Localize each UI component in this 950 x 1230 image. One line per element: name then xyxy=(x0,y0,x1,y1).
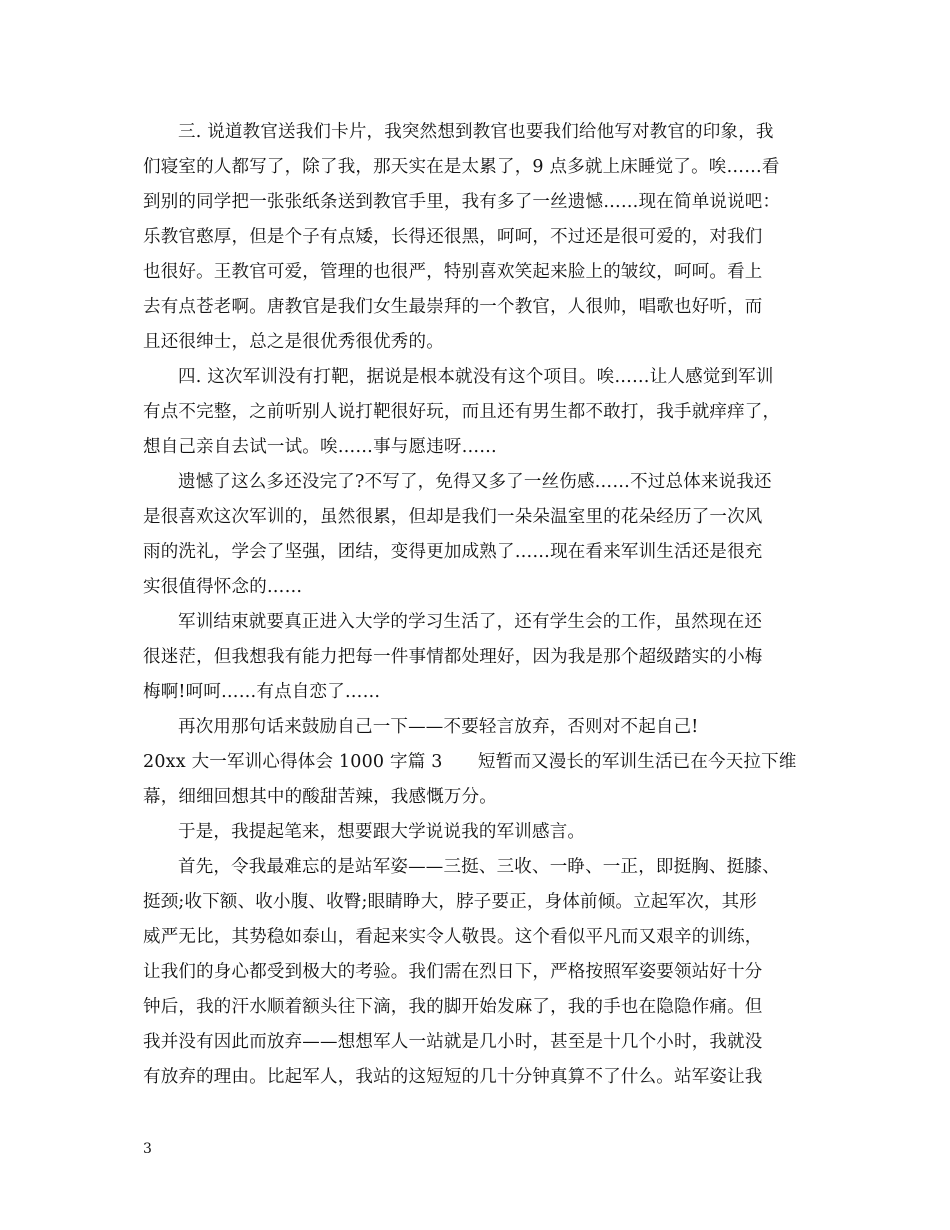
page-number: 3 xyxy=(143,1141,152,1157)
text-line: 挺颈;收下额、收小腹、收臀;眼睛睁大，脖子要正，身体前倾。立起军次，其形 xyxy=(143,892,757,912)
text-line: 雨的洗礼，学会了坚强，团结，变得更加成熟了……现在看来军训生活还是很充 xyxy=(143,542,763,562)
text-line: 实很值得怀念的…… xyxy=(143,577,303,597)
text-line: 四. 这次军训没有打靶，据说是根本就没有这个项目。唉……让人感觉到军训 xyxy=(178,367,774,387)
text-line: 再次用那句话来鼓励自己一下——不要轻言放弃，否则对不起自己! xyxy=(178,717,699,737)
text-line: 乐教官憨厚，但是个子有点矮，长得还很黑，呵呵，不过还是很可爱的，对我们 xyxy=(143,227,763,247)
text-line: 且还很绅士，总之是很优秀很优秀的。 xyxy=(143,332,444,352)
text-line: 军训结束就要真正进入大学的学习生活了，还有学生会的工作，虽然现在还 xyxy=(178,612,763,632)
text-line: 们寝室的人都写了，除了我，那天实在是太累了，9 点多就上床睡觉了。唉……看 xyxy=(143,157,780,177)
text-line: 遗憾了这么多还没完了?不写了，免得又多了一丝伤感……不过总体来说我还 xyxy=(178,472,772,492)
text-line: 我并没有因此而放弃——想想军人一站就是几小时，甚至是十几个小时，我就没 xyxy=(143,1032,763,1052)
text-line: 很迷茫，但我想我有能力把每一件事情都处理好，因为我是那个超级踏实的小梅 xyxy=(143,647,763,667)
text-line: 钟后，我的汗水顺着额头往下滴，我的脚开始发麻了，我的手也在隐隐作痛。但 xyxy=(143,997,763,1017)
text-line: 有放弃的理由。比起军人，我站的这短短的几十分钟真算不了什么。站军姿让我 xyxy=(143,1067,763,1087)
text-line: 到别的同学把一张张纸条送到教官手里，我有多了一丝遗憾……现在简单说说吧： xyxy=(143,192,781,212)
text-line: 去有点苍老啊。唐教官是我们女生最崇拜的一个教官，人很帅，唱歌也好听，而 xyxy=(143,297,763,317)
text-line: 于是，我提起笔来，想要跟大学说说我的军训感言。 xyxy=(178,822,586,842)
section-heading-line: 20xx 大一军训心得体会 1000 字篇 3 短暂而又漫长的军训生活已在今天拉下维 xyxy=(143,752,797,772)
text-line: 威严无比，其势稳如泰山，看起来实令人敬畏。这个看似平凡而又艰辛的训练， xyxy=(143,927,763,947)
text-line: 想自己亲自去试一试。唉……事与愿违呀…… xyxy=(143,437,497,457)
text-line: 也很好。王教官可爱，管理的也很严，特别喜欢笑起来脸上的皱纹，呵呵。看上 xyxy=(143,262,763,282)
text-line: 三. 说道教官送我们卡片，我突然想到教官也要我们给他写对教官的印象，我 xyxy=(178,122,774,142)
text-line: 让我们的身心都受到极大的考验。我们需在烈日下，严格按照军姿要领站好十分 xyxy=(143,962,763,982)
text-line: 梅啊!呵呵……有点自恋了…… xyxy=(143,682,381,702)
text-line: 幕，细细回想其中的酸甜苦辣，我感慨万分。 xyxy=(143,787,497,807)
text-line: 是很喜欢这次军训的，虽然很累，但却是我们一朵朵温室里的花朵经历了一次风 xyxy=(143,507,763,527)
text-line: 有点不完整，之前听别人说打靶很好玩，而且还有男生都不敢打，我手就痒痒了， xyxy=(143,402,781,422)
text-line: 首先，令我最难忘的是站军姿——三挺、三收、一睁、一正，即挺胸、挺膝、 xyxy=(178,857,780,877)
